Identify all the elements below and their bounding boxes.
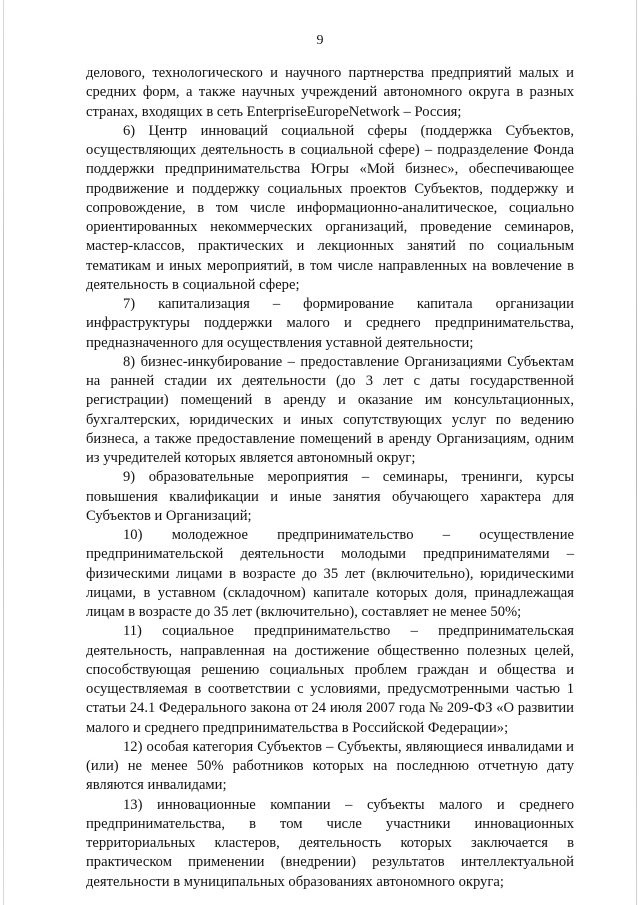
paragraph-item-9: 9) образовательные мероприятия – семинары, тренинги, курсы повышения квалификации и иные занятия обучающего характера для Субъектов и Организаций; — [86, 469, 574, 524]
document-body — [86, 64, 574, 892]
page-edge-right — [636, 0, 637, 905]
paragraph-item-8: 8) бизнес-инкубирование – предоставление Организациями Субъектам на ранней стадии их деятельности (до 3 лет с даты государственной регистрации) помещений в аренду и оказание им консультационных, бухгалтерских, юридических и иных сопутствующих услуг по ведению бизнеса, а также предоставление помещений в аренду Организациям, одним из учредителей которых является автономный округ; — [86, 353, 574, 466]
page-number: 9 — [316, 33, 324, 48]
paragraph-item-10: 10) молодежное предпринимательство – осуществление предпринимательской деятельности молодыми предпринимателями – физическими лицами в возрасте до 35 лет (включительно), юридическими лицами, в уставном (складочном) капитале которых доля, принадлежащая лицам в возрасте до 35 лет (включительно), составляет не менее 50%; — [86, 527, 574, 620]
page-edge-left — [3, 0, 4, 905]
paragraph-continuation: делового, технологического и научного партнерства предприятий малых и средних форм, а также научных учреждений автономного округа в разных странах, входящих в сеть EnterpriseEuropeNetwork – Россия; — [86, 65, 574, 120]
paragraph-item-11: 11) социальное предпринимательство – предпринимательская деятельность, направленная на достижение общественно полезных целей, способствующая решению социальных проблем граждан и общества и осуществляемая в соответствии с условиями, предусмотренными частью 1 статьи 24.1 Федерального закона от 24 июля 2007 года № 209-ФЗ «О развитии малого и среднего предпринимательства в Российской Федерации»; — [86, 623, 574, 736]
paragraph-item-13: 13) инновационные компании – субъекты малого и среднего предпринимательства, в том числе участники инновационных территориальных кластеров, деятельность которых заключается в практическом применении (внедрении) результатов интеллектуальной деятельности в муниципальных образованиях автономного округа; — [86, 796, 574, 890]
paragraph-item-12: 12) особая категория Субъектов – Субъекты, являющиеся инвалидами и (или) не менее 50% работников которых на последнюю отчетную дату являются инвалидами; — [86, 738, 574, 794]
paragraph-item-6: 6) Центр инноваций социальной сферы (поддержка Субъектов, осуществляющих деятельность в социальной сфере) – подразделение Фонда поддержки предпринимательства Югры «Мой бизнес», обеспечивающее продвижение и поддержку социальных проектов Субъектов, поддержку и сопровождение, в том числе информационно-аналитическое, социально ориентированных некоммерческих организаций, проведение семинаров, мастер-классов, практических и лекционных занятий по социальным тематикам и иных мероприятий, в том числе направленных на вовлечение в деятельность в социальной сфере; — [86, 122, 574, 293]
paragraph-item-7: 7) капитализация – формирование капитала организации инфраструктуры поддержки малого и среднего предпринимательства, предназначенного для осуществления уставной деятельности; — [86, 296, 574, 351]
